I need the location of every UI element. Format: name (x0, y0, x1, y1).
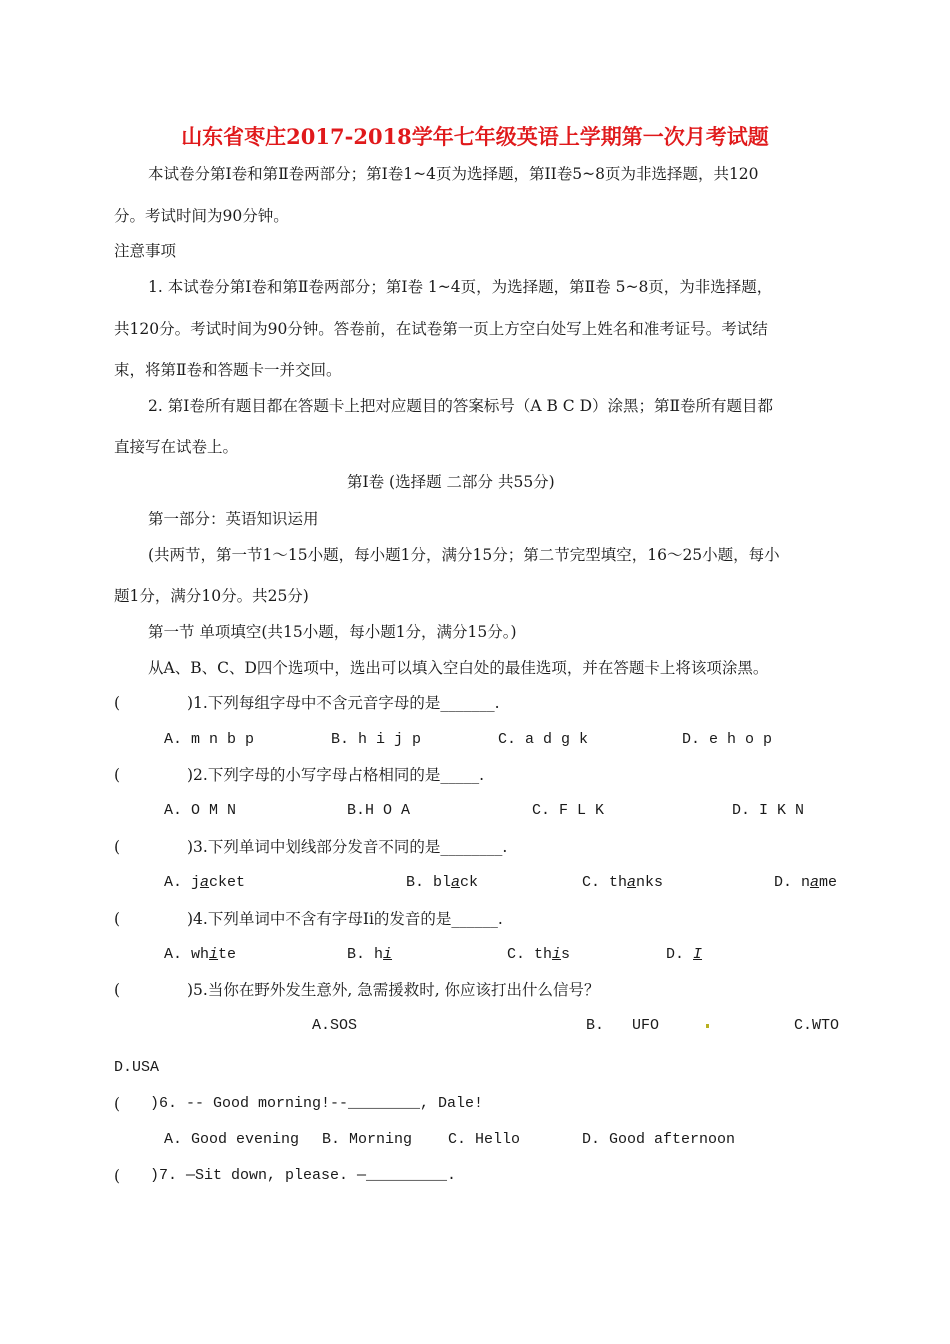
q4-d-pre: D. (666, 946, 694, 963)
document-title: 山东省枣庄2017-2018学年七年级英语上学期第一次月考试题 (181, 124, 769, 149)
q6-option-d: D. Good afternoon (582, 1131, 736, 1148)
q4-option-c (507, 945, 570, 965)
q2-option-c: C. F L K (532, 802, 605, 819)
q3-c-underlined: a (627, 874, 637, 891)
q6-paren: ( (114, 1095, 121, 1113)
q3-d-pre: D. n (774, 874, 811, 891)
q1-stem: )1.下列每组字母中不含元音字母的是_______. (187, 694, 500, 712)
note1-line-2: 共120分。考试时间为90分钟。答卷前，在试卷第一页上方空白处写上姓名和准考证号。考试结 (114, 320, 768, 338)
q5-stem: )5.当你在野外发生意外, 急需援救时, 你应该打出什么信号？ (187, 981, 600, 999)
q3-a-pre: A. j (164, 874, 201, 891)
intro-line-1: 本试卷分第Ⅰ卷和第Ⅱ卷两部分；第Ⅰ卷1~4页为选择题，第II卷5~8页为非选择题，共120 (148, 165, 759, 183)
q6-option-b: B. Morning (322, 1131, 413, 1148)
q4-d-underlined: I (693, 946, 703, 963)
q3-d-post: me (819, 874, 838, 891)
part1-desc-line-2: 题1分，满分10分。共25分) (114, 587, 309, 605)
section1-instruction: 从A、B、C、D四个选项中，选出可以填入空白处的最佳选项，并在答题卡上将该项涂黑。 (148, 659, 769, 677)
q3-a-underlined: a (200, 874, 210, 891)
q1-paren: ( (114, 694, 121, 712)
q7-paren: ( (114, 1167, 121, 1185)
q4-b-pre: B. h (347, 946, 384, 963)
q3-option-d (774, 873, 837, 893)
q2-paren: ( (114, 766, 121, 784)
part1-heading: 第一部分：英语知识运用 (148, 510, 319, 528)
q5-paren: ( (114, 981, 121, 999)
stray-mark (706, 1024, 709, 1028)
q3-paren: ( (114, 838, 121, 856)
q1-option-a: A. m n b p (164, 731, 255, 748)
q3-option-c (582, 873, 663, 893)
q2-stem: )2.下列字母的小写字母占格相同的是_____. (187, 766, 485, 784)
q3-b-post: ck (460, 874, 479, 891)
intro-line-2: 分。考试时间为90分钟。 (114, 207, 289, 225)
q4-c-post: s (561, 946, 571, 963)
q4-option-a (164, 945, 236, 965)
q5-option-b: B. (586, 1017, 605, 1034)
q4-b-underlined: i (383, 946, 393, 963)
q3-d-underlined: a (810, 874, 820, 891)
note2-line-1: 2. 第Ⅰ卷所有题目都在答题卡上把对应题目的答案标号（A B C D）涂黑；第Ⅱ卷所有题目都 (148, 397, 774, 415)
q5-option-c: C.WTO (794, 1017, 840, 1034)
q7-stem: )7. —Sit down, please. —_________. (150, 1167, 457, 1184)
q3-a-post: cket (209, 874, 246, 891)
q1-option-b: B. h i j p (331, 731, 422, 748)
q1-option-d: D. e h o p (682, 731, 773, 748)
q3-c-pre: C. th (582, 874, 628, 891)
q3-option-b (406, 873, 478, 893)
note1-line-3: 束，将第Ⅱ卷和答题卡一并交回。 (114, 361, 342, 379)
q4-option-d (666, 945, 702, 965)
note1-line-1: 1. 本试卷分第Ⅰ卷和第Ⅱ卷两部分；第Ⅰ卷 1~4页，为选择题，第Ⅱ卷 5~8页，为非选择题， (148, 278, 773, 296)
q4-paren: ( (114, 910, 121, 928)
volume-heading: 第Ⅰ卷 (选择题 二部分 共55分) (347, 473, 555, 491)
q2-option-b: B.H O A (347, 802, 411, 819)
q1-option-c: C. a d g k (498, 731, 589, 748)
q3-b-pre: B. bl (406, 874, 452, 891)
q3-b-underlined: a (451, 874, 461, 891)
q4-a-post: te (218, 946, 237, 963)
q5-option-a: A.SOS (312, 1017, 358, 1034)
q3-option-a (164, 873, 245, 893)
section1-heading: 第一节 单项填空(共15小题，每小题1分，满分15分。) (148, 623, 517, 641)
q4-a-underlined: i (209, 946, 219, 963)
q3-stem: )3.下列单词中划线部分发音不同的是________. (187, 838, 508, 856)
q6-option-a: A. Good evening (164, 1131, 300, 1148)
q6-option-c: C. Hello (448, 1131, 521, 1148)
q3-c-post: nks (636, 874, 664, 891)
q5-option-d: D.USA (114, 1059, 160, 1076)
q4-stem: )4.下列单词中不含有字母Ii的发音的是______. (187, 910, 503, 928)
q6-stem: )6. -- Good morning!--________, Dale! (150, 1095, 484, 1112)
q4-c-underlined: i (552, 946, 562, 963)
q2-option-d: D. I K N (732, 802, 805, 819)
notes-heading: 注意事项 (114, 242, 177, 260)
note2-line-2: 直接写在试卷上。 (114, 438, 239, 456)
part1-desc-line-1: (共两节，第一节1～15小题，每小题1分，满分15分；第二节完型填空，16～25小题，每小 (148, 546, 780, 564)
q5-option-b-text: UFO (632, 1017, 660, 1034)
q4-c-pre: C. th (507, 946, 553, 963)
q4-option-b (347, 945, 392, 965)
q4-a-pre: A. wh (164, 946, 210, 963)
q2-option-a: A. O M N (164, 802, 237, 819)
